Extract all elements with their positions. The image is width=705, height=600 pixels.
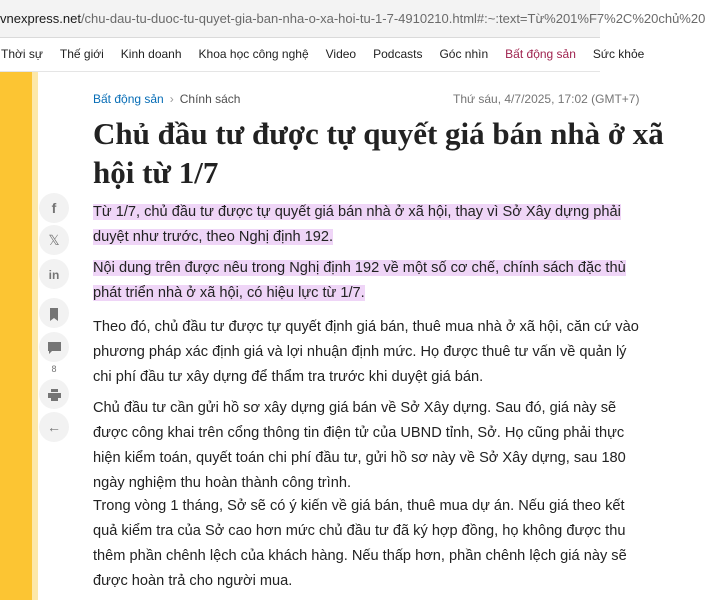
linkedin-icon: in (48, 268, 60, 282)
x-share-button[interactable] (39, 225, 69, 255)
comment-icon (48, 342, 61, 354)
article-date: Thứ sáu, 4/7/2025, 17:02 (GMT+7) (453, 92, 640, 106)
comment-button[interactable] (39, 332, 69, 362)
lead-line: duyệt như trước, theo Nghị định 192. (93, 229, 334, 245)
paragraph-line: Nội dung trên được nêu trong Nghị định 192 về một số cơ chế, chính sách đặc thù (93, 260, 626, 276)
nav-item-kinh-doanh[interactable]: Kinh doanh (120, 47, 182, 61)
paragraph-line: Chủ đầu tư cần gửi hồ sơ xây dựng giá bán về Sở Xây dựng. Sau đó, giá này sẽ (93, 400, 617, 416)
nav-item-khoa-hoc-cong-nghe[interactable]: Khoa học công nghệ (198, 47, 309, 61)
nav-item-podcasts[interactable]: Podcasts (373, 47, 423, 61)
url-host: vnexpress.net (0, 11, 81, 26)
paragraph-line: được công khai trên cổng thông tin điện tử của UBND tỉnh, Sở. Họ cũng phải thực (93, 425, 625, 441)
nav-item-suc-khoe[interactable]: Sức khỏe (592, 47, 645, 61)
lead-line: Từ 1/7, chủ đầu tư được tự quyết giá bán nhà ở xã hội, thay vì Sở Xây dựng phải (93, 204, 621, 220)
paragraph-line: chi phí đầu tư xây dựng để thẩm tra trước khi duyệt giá bán. (93, 369, 484, 385)
paragraph-line: Trong vòng 1 tháng, Sở sẽ có ý kiến về giá bán, thuê mua dự án. Nếu giá theo kết (93, 498, 625, 514)
x-icon: 𝕏 (48, 232, 60, 248)
paragraph-line: được hoàn trả cho người mua. (93, 573, 293, 589)
facebook-share-button[interactable] (39, 193, 69, 223)
side-decoration-stripe (0, 72, 32, 600)
paragraph-line: hiện kiểm toán, quyết toán chi phí đầu tư, gửi hồ sơ này về Sở Xây dựng, sau 180 (93, 450, 626, 466)
bookmark-button[interactable] (39, 298, 69, 328)
paragraph-line: ngày nghiệm thu hoàn thành công trình. (93, 475, 352, 491)
breadcrumb-category[interactable]: Bất động sản (93, 92, 164, 106)
nav-item-bat-dong-san[interactable]: Bất động sản (505, 47, 576, 61)
paragraph-line: phương pháp xác định giá và lợi nhuận định mức. Họ được thuê tư vấn về quản lý (93, 344, 627, 360)
linkedin-share-button[interactable] (39, 259, 69, 289)
nav-item-the-gioi[interactable]: Thế giới (59, 47, 104, 61)
back-button[interactable] (39, 412, 69, 442)
article-paragraph-1 (93, 256, 626, 306)
print-button[interactable] (39, 379, 69, 409)
article-meta (93, 92, 640, 108)
nav-item-thoi-su[interactable]: Thời sự (1, 47, 43, 61)
comment-count: 8 (51, 364, 57, 374)
paragraph-line: phát triển nhà ở xã hội, có hiệu lực từ 1/7. (93, 285, 365, 301)
paragraph-line: Theo đó, chủ đầu tư được tự quyết định giá bán, thuê mua nhà ở xã hội, căn cứ vào (93, 319, 639, 335)
article-paragraph-4 (93, 494, 627, 594)
article-lead (93, 200, 621, 250)
article-title-line: hội từ 1/7 (93, 155, 219, 190)
bookmark-icon (49, 308, 59, 321)
paragraph-line: thêm phần chênh lệch của khách hàng. Nếu thấp hơn, phần chênh lệch giá này sẽ (93, 548, 627, 564)
breadcrumb-subcategory[interactable]: Chính sách (179, 92, 241, 106)
main-nav (0, 38, 645, 72)
back-icon: ← (47, 419, 61, 435)
nav-item-video[interactable]: Video (325, 47, 357, 61)
print-icon (48, 389, 61, 401)
article-paragraph-3 (93, 396, 626, 496)
breadcrumb-separator: › (169, 92, 174, 106)
article-title-line: Chủ đầu tư được tự quyết giá bán nhà ở xã (93, 116, 664, 151)
side-decoration-stripe-light (32, 72, 38, 600)
paragraph-line: quả kiểm tra của Sở cao hơn mức chủ đầu tư đã ký hợp đồng, họ không được thu (93, 523, 626, 539)
url-path: /chu-dau-tu-duoc-tu-quyet-gia-ban-nha-o-xa-hoi-tu-1-7-4910210.html#:~:text=Từ%201%F7%2C%20chủ%20 (80, 11, 705, 26)
nav-item-goc-nhin[interactable]: Góc nhìn (439, 47, 489, 61)
address-bar[interactable] (0, 0, 705, 38)
article-paragraph-2 (93, 315, 639, 390)
article-title (93, 114, 664, 192)
facebook-icon: f (51, 200, 57, 216)
